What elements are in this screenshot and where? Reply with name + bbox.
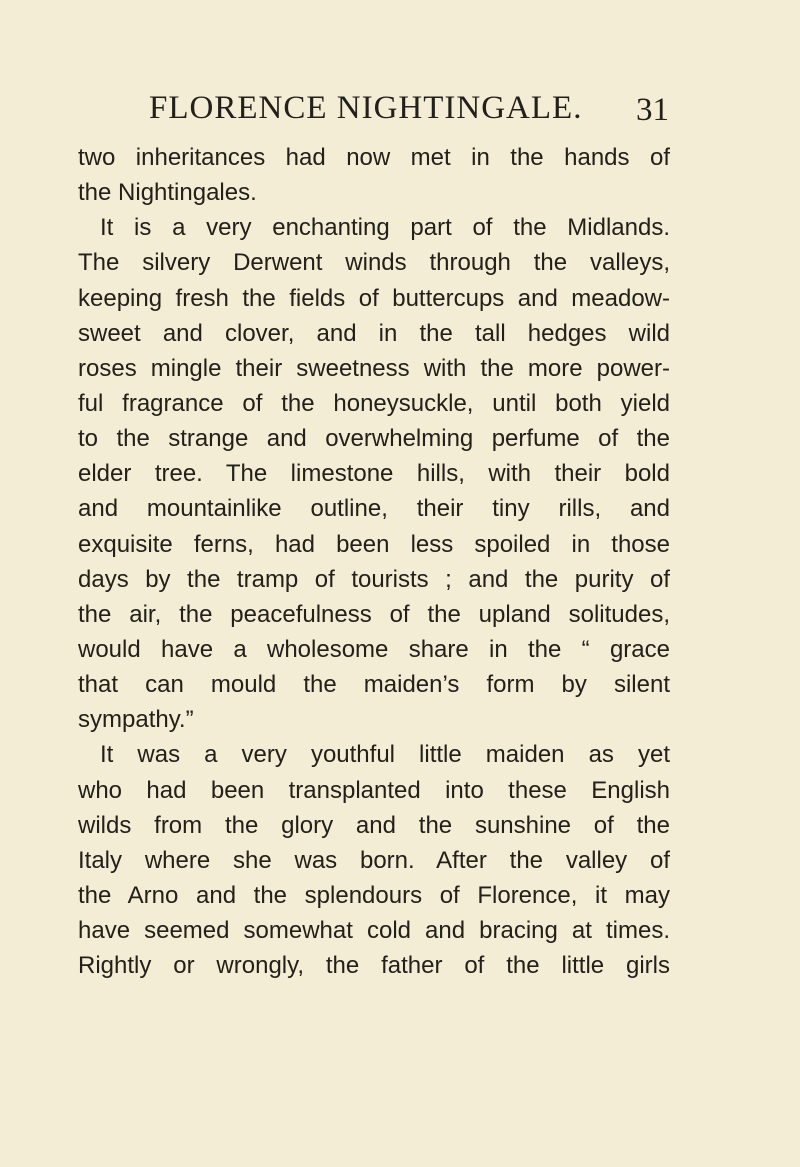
text-line: roses mingle their sweetness with the more power- bbox=[78, 354, 670, 382]
header-title: FLORENCE NIGHTINGALE. bbox=[149, 90, 583, 126]
text-line: wilds from the glory and the sunshine of the bbox=[78, 811, 670, 839]
text-line: It is a very enchanting part of the Midlands. bbox=[100, 214, 670, 242]
text-line: the Arno and the splendours of Florence, it may bbox=[78, 881, 670, 909]
text-line: ful fragrance of the honeysuckle, until both yield bbox=[78, 389, 670, 417]
text-line: the air, the peacefulness of the upland solitudes, bbox=[78, 600, 670, 628]
text-line: sympathy.” bbox=[78, 706, 194, 734]
text-line: It was a very youthful little maiden as yet bbox=[100, 741, 670, 769]
text-line: keeping fresh the fields of buttercups and meadow- bbox=[78, 284, 670, 312]
running-header bbox=[149, 90, 669, 136]
text-line: to the strange and overwhelming perfume of the bbox=[78, 425, 670, 453]
text-line: would have a wholesome share in the “ grace bbox=[78, 635, 670, 663]
text-line: Rightly or wrongly, the father of the little girls bbox=[78, 952, 670, 980]
text-line: The silvery Derwent winds through the valleys, bbox=[78, 249, 670, 277]
text-line: Italy where she was born. After the valley of bbox=[78, 846, 670, 874]
text-line: that can mould the maiden’s form by silent bbox=[78, 671, 670, 699]
body-text bbox=[78, 140, 670, 983]
text-line: have seemed somewhat cold and bracing at times. bbox=[78, 917, 670, 945]
text-line: two inheritances had now met in the hands of bbox=[78, 144, 670, 171]
text-line: who had been transplanted into these English bbox=[78, 776, 670, 804]
text-line: exquisite ferns, had been less spoiled in those bbox=[78, 530, 670, 558]
text-line: days by the tramp of tourists ; and the purity of bbox=[78, 565, 670, 593]
text-line: and mountainlike outline, their tiny rills, and bbox=[78, 495, 670, 523]
page-number: 31 bbox=[636, 92, 669, 128]
text-line: elder tree. The limestone hills, with their bold bbox=[78, 460, 670, 488]
text-line: the Nightingales. bbox=[78, 179, 257, 207]
text-line: sweet and clover, and in the tall hedges wild bbox=[78, 319, 670, 347]
